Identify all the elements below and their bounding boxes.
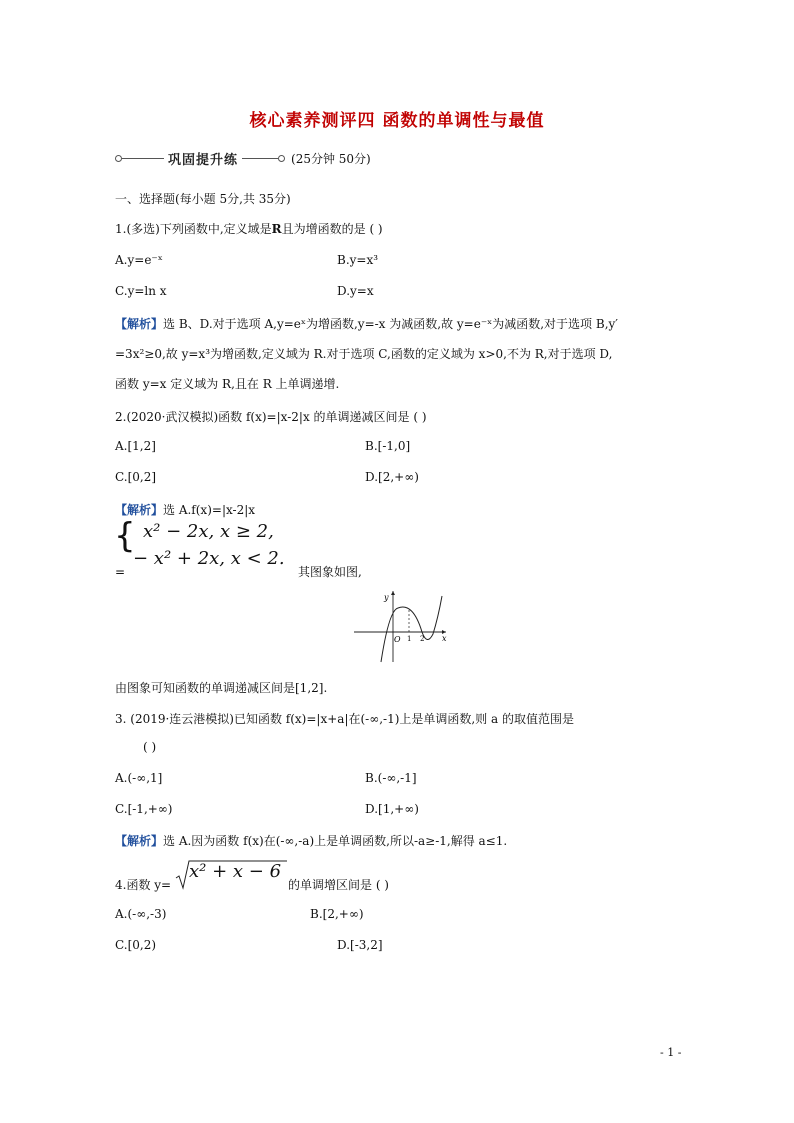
q3-option-b: B.(-∞,-1] bbox=[365, 771, 417, 785]
q4-radicand: x² + x − 6 bbox=[189, 861, 282, 882]
q2-answer-tag: 【解析】 bbox=[115, 503, 164, 517]
q4-stem-a: 4.函数 y= bbox=[115, 878, 172, 892]
graph-tick-1: 1 bbox=[407, 635, 412, 643]
q3-option-c: C.[-1,+∞) bbox=[115, 802, 173, 816]
question-1-stem bbox=[115, 220, 383, 237]
q4-option-a: A.(-∞,-3) bbox=[115, 907, 167, 921]
q1-answer-line-1 bbox=[115, 315, 618, 332]
banner-label: 巩固提升练 bbox=[168, 152, 239, 168]
q3-option-d: D.[1,+∞) bbox=[365, 802, 419, 816]
q1-answer-line-3: 函数 y=x 定义域为 R,且在 R 上单调递增. bbox=[115, 377, 340, 391]
graph-y-label: y bbox=[384, 593, 389, 602]
question-2-stem: 2.(2020·武汉模拟)函数 f(x)=|x-2|x 的单调递减区间是 ( ) bbox=[115, 410, 427, 424]
q4-option-d: D.[-3,2] bbox=[337, 938, 383, 952]
graph-x-label: x bbox=[442, 634, 447, 643]
q4-stem-b: 的单调增区间是 ( ) bbox=[288, 878, 389, 892]
banner-left-line bbox=[122, 158, 164, 159]
piecewise-case-1: x² − 2x, x ≥ 2, bbox=[143, 521, 274, 542]
graph-curve bbox=[381, 596, 442, 662]
piecewise-brace: { bbox=[114, 516, 136, 556]
q2-answer-text-2: 其图象如图, bbox=[298, 565, 362, 579]
q1-stem-b: R bbox=[271, 222, 282, 236]
graph-origin-label: O bbox=[394, 635, 401, 644]
q4-option-c: C.[0,2) bbox=[115, 938, 157, 952]
q1-answer-line-2: =3x²≥0,故 y=x³为增函数,定义域为 R.对于选项 C,函数的定义域为 x>0,不为 R,对于选项 D, bbox=[115, 347, 613, 361]
q1-stem-a: 1.(多选)下列函数中,定义域是 bbox=[115, 222, 272, 236]
q3-answer-tag: 【解析】 bbox=[115, 834, 164, 848]
banner-left-dot bbox=[115, 155, 122, 162]
q3-answer-paren: ( ) bbox=[143, 740, 157, 754]
page-title: 核心素养测评四 函数的单调性与最值 bbox=[249, 111, 545, 131]
banner-right-dot bbox=[278, 155, 285, 162]
piecewise-case-2: − x² + 2x, x < 2. bbox=[133, 548, 285, 569]
q1-answer-text-1: 选 B、D.对于选项 A,y=eˣ为增函数,y=-x 为减函数,故 y=e⁻ˣ为减函数,对于选项 B,y′ bbox=[163, 317, 619, 331]
q2-answer-line-3: 由图象可知函数的单调递减区间是[1,2]. bbox=[115, 681, 328, 695]
q4-option-b: B.[2,+∞) bbox=[310, 907, 364, 921]
section-banner bbox=[115, 150, 371, 166]
banner-right-line bbox=[242, 158, 278, 159]
q1-option-b: B.y=x³ bbox=[337, 253, 379, 267]
graph-y-arrow bbox=[391, 591, 395, 595]
graph-tick-2: 2 bbox=[420, 635, 425, 643]
page-number: - 1 - bbox=[660, 1046, 682, 1059]
q1-answer-tag: 【解析】 bbox=[115, 317, 164, 331]
q1-option-a: A.y=e⁻ˣ bbox=[115, 253, 163, 267]
q1-stem-c: 且为增函数的是 ( ) bbox=[281, 222, 383, 236]
q1-option-c: C.y=ln x bbox=[115, 284, 167, 298]
q2-option-a: A.[1,2] bbox=[115, 439, 156, 453]
q2-answer-text-1: 选 A.f(x)=|x-2|x bbox=[163, 503, 256, 517]
q2-option-c: C.[0,2] bbox=[115, 470, 157, 484]
question-3-stem: 3. (2019·连云港模拟)已知函数 f(x)=|x+a|在(-∞,-1)上是单调函数,则 a 的取值范围是 bbox=[115, 712, 575, 726]
q2-option-b: B.[-1,0] bbox=[365, 439, 411, 453]
banner-time: (25分钟 50分) bbox=[291, 151, 371, 166]
q2-option-d: D.[2,+∞) bbox=[365, 470, 419, 484]
q1-option-d: D.y=x bbox=[337, 284, 374, 298]
q2-answer-line-1 bbox=[115, 501, 255, 518]
q3-answer-text: 选 A.因为函数 f(x)在(-∞,-a)上是单调函数,所以-a≥-1,解得 a≤1. bbox=[163, 834, 508, 848]
section-heading: 一、选择题(每小题 5分,共 35分) bbox=[115, 192, 291, 206]
function-graph bbox=[350, 588, 450, 664]
piecewise-equals: = bbox=[115, 565, 126, 579]
q3-option-a: A.(-∞,1] bbox=[115, 771, 163, 785]
q3-answer-line bbox=[115, 832, 507, 849]
